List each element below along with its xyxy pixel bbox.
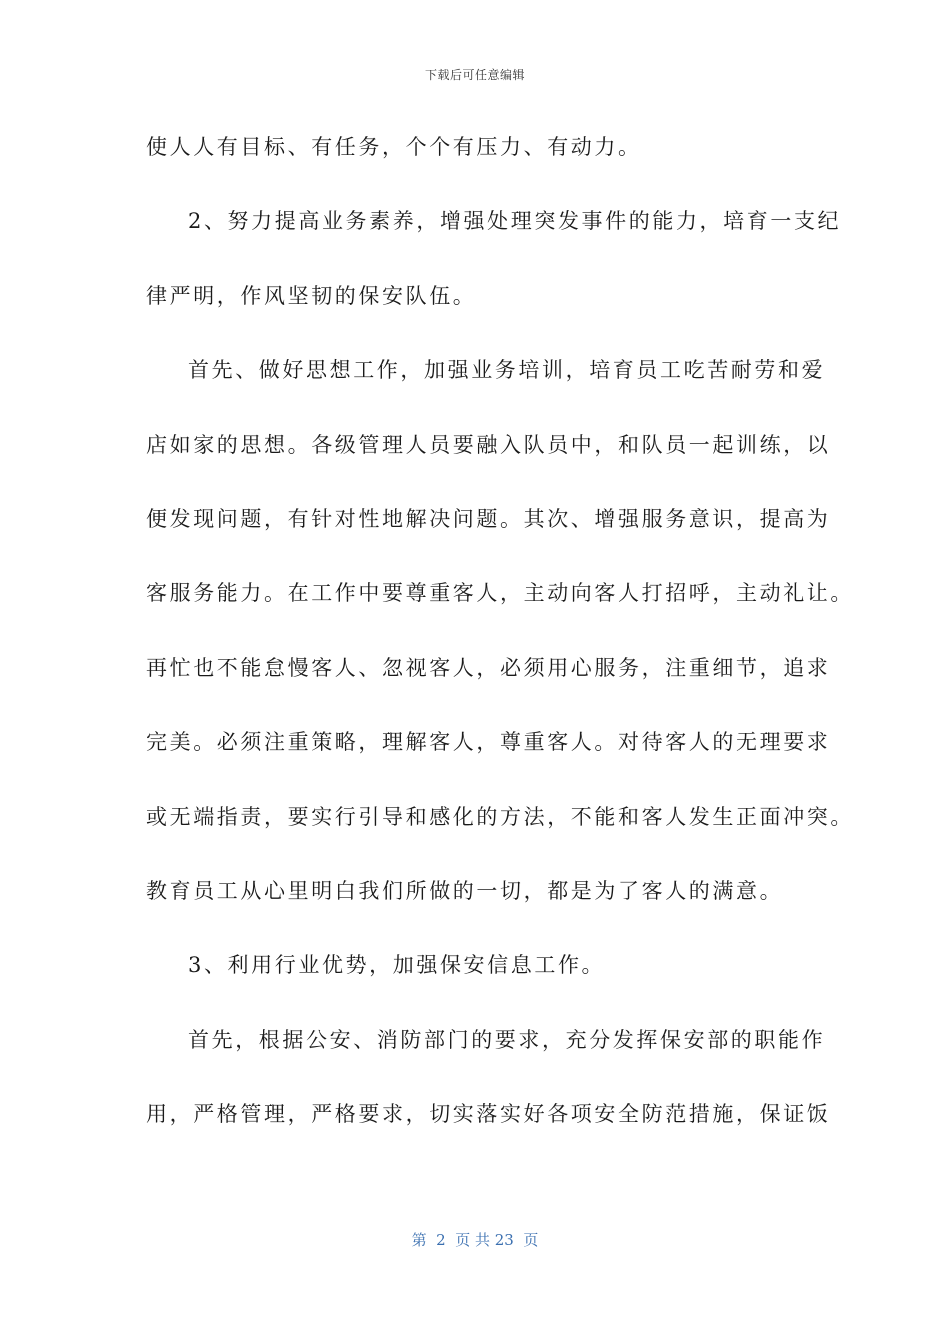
text-line: 用，严格管理，严格要求，切实落实好各项安全防范措施，保证饭 <box>146 1102 831 1127</box>
text-line: 使人人有目标、有任务，个个有压力、有动力。 <box>146 135 642 159</box>
text-line: 3、利用行业优势，加强保安信息工作。 <box>188 953 606 978</box>
text-line: 完美。必须注重策略，理解客人，尊重客人。对待客人的无理要求 <box>146 730 831 755</box>
text-line: 再忙也不能怠慢客人、忽视客人，必须用心服务，注重细节，追求 <box>146 655 831 680</box>
text-line: 便发现问题，有针对性地解决问题。其次、增强服务意识，提高为 <box>146 506 831 531</box>
document-body <box>146 124 854 1165</box>
page-number-footer: 第 2 页 共 23 页 <box>411 1231 539 1249</box>
text-line: 2、努力提高业务素养，增强处理突发事件的能力，培育一支纪 <box>188 209 842 234</box>
text-line: 客服务能力。在工作中要尊重客人，主动向客人打招呼，主动礼让。 <box>146 581 854 606</box>
text-line: 教育员工从心里明白我们所做的一切，都是为了客人的满意。 <box>146 878 784 903</box>
text-line: 店如家的思想。各级管理人员要融入队员中，和队员一起训练，以 <box>146 432 831 457</box>
text-line: 首先、做好思想工作，加强业务培训，培育员工吃苦耐劳和爱 <box>188 358 826 383</box>
text-line: 首先，根据公安、消防部门的要求，充分发挥保安部的职能作 <box>188 1027 826 1052</box>
header-note: 下载后可任意编辑 <box>424 68 525 82</box>
text-line: 或无端指责，要实行引导和感化的方法，不能和客人发生正面冲突。 <box>146 804 854 829</box>
text-line: 律严明，作风坚韧的保安队伍。 <box>146 283 477 308</box>
